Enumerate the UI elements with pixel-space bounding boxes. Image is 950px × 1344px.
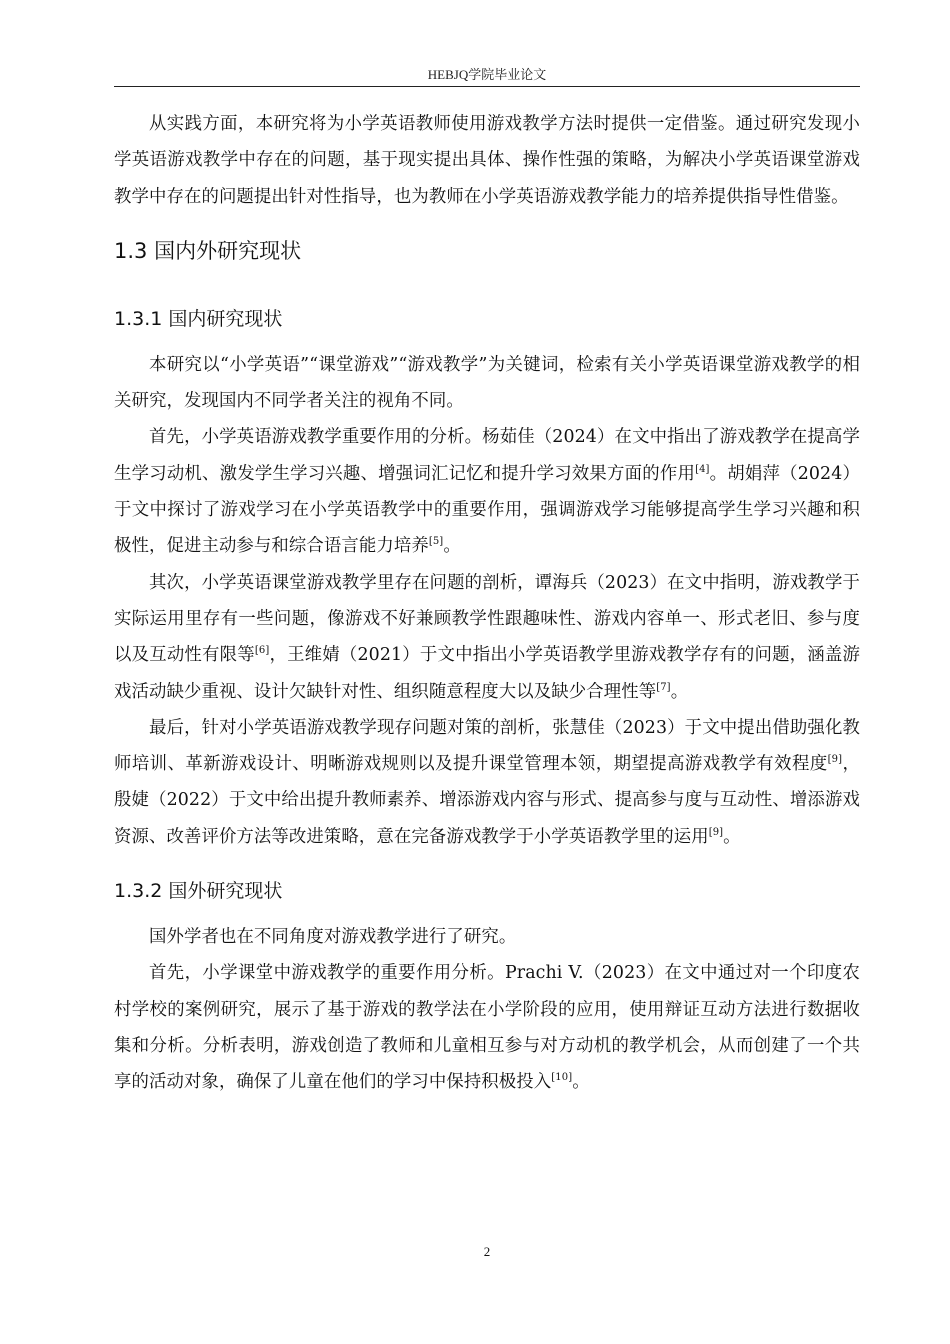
paragraph-text: 最后，针对小学英语游戏教学现存问题对策的剖析，张慧佳（2023）于文中提出借助强化教师培训、革新游戏设计、明晰游戏规则以及提升课堂管理本领，期望提高游戏教学有效程度 — [114, 717, 860, 775]
citation: [4] — [695, 463, 710, 475]
spacer — [114, 281, 860, 291]
spacer — [114, 855, 860, 863]
citation: [10] — [551, 1072, 573, 1084]
paragraph-text: 首先，小学课堂中游戏教学的重要作用分析。Prachi V.（2023）在文中通过对一个印度农村学校的案例研究，展示了基于游戏的教学法在小学阶段的应用，使用辩证互动方法进行数据收集和分析。分析表明，游戏创造了教师和儿童相互参与对方动机的教学机会，从而创建了一个共享的活动对象，确保了儿童在他们的学习中保持积极投入 — [114, 963, 860, 1093]
paragraph-domestic-intro: 本研究以“小学英语”“课堂游戏”“游戏教学”为关键词，检索有关小学英语课堂游戏教学的相关研究，发现国内不同学者关注的视角不同。 — [114, 354, 860, 412]
paragraph-foreign-first — [114, 955, 860, 1100]
citation: [5] — [428, 536, 444, 548]
citation: [9] — [708, 826, 724, 838]
paragraph-text: 。胡娟萍（2024）于文中探讨了游戏学习在小学英语教学中的重要作用，强调游戏学习能够提高学生学习兴趣和积极性，促进主动参与和综合语言能力培养 — [114, 463, 860, 557]
header-rule — [114, 86, 860, 87]
citation: [7] — [656, 681, 671, 693]
paragraph-domestic-second — [114, 565, 860, 710]
citation: [9] — [827, 754, 843, 766]
citation: [6] — [254, 645, 270, 657]
paragraph-domestic-last — [114, 710, 860, 855]
page-header: HEBJQ学院毕业论文 — [427, 67, 547, 82]
paragraph-text: 。 — [572, 1072, 590, 1093]
body-content — [114, 106, 860, 1101]
paragraph-text: 其次，小学英语课堂游戏教学里存在问题的剖析，谭海兵（2023）在文中指明，游戏教学于实际运用里存有一些问题，像游戏不好兼顾教学性跟趣味性、游戏内容单一、形式老旧、参与度以及互动性有限等 — [114, 572, 860, 666]
section-heading-1-3: 1.3 国内外研究现状 — [114, 238, 302, 263]
paragraph-domestic-first — [114, 419, 860, 564]
page-number: 2 — [483, 1244, 491, 1259]
paragraph-foreign-intro: 国外学者也在不同角度对游戏教学进行了研究。 — [149, 927, 517, 948]
section-heading-1-3-2: 1.3.2 国外研究现状 — [114, 880, 283, 903]
paragraph-text: 。 — [443, 536, 461, 557]
paragraph-text: 。 — [670, 681, 689, 702]
paragraph-text: 首先，小学英语游戏教学重要作用的分析。杨茹佳（2024）在文中指出了游戏教学在提高学生学习动机、激发学生学习兴趣、增强词汇记忆和提升学习效果方面的作用 — [114, 427, 860, 484]
paragraph-text: ，殷婕（2022）于文中给出提升教师素养、增添游戏内容与形式、提高参与度与互动性、增添游戏资源、改善评价方法等改进策略，意在完备游戏教学于小学英语教学里的运用 — [114, 754, 860, 847]
paragraph-text: ，王维婧（2021）于文中指出小学英语教学里游戏教学存有的问题，涵盖游戏活动缺少重视、设计欠缺针对性、组织随意程度大以及缺少合理性等 — [114, 645, 860, 702]
section-heading-1-3-1: 1.3.1 国内研究现状 — [114, 307, 283, 330]
paragraph-text: 。 — [723, 826, 741, 847]
paragraph-practice: 从实践方面，本研究将为小学英语教师使用游戏教学方法时提供一定借鉴。通过研究发现小学英语游戏教学中存在的问题，基于现实提出具体、操作性强的策略，为解决小学英语课堂游戏教学中存在的问题提出针对性指导，也为教师在小学英语游戏教学能力的培养提供指导性借鉴。 — [114, 114, 860, 207]
